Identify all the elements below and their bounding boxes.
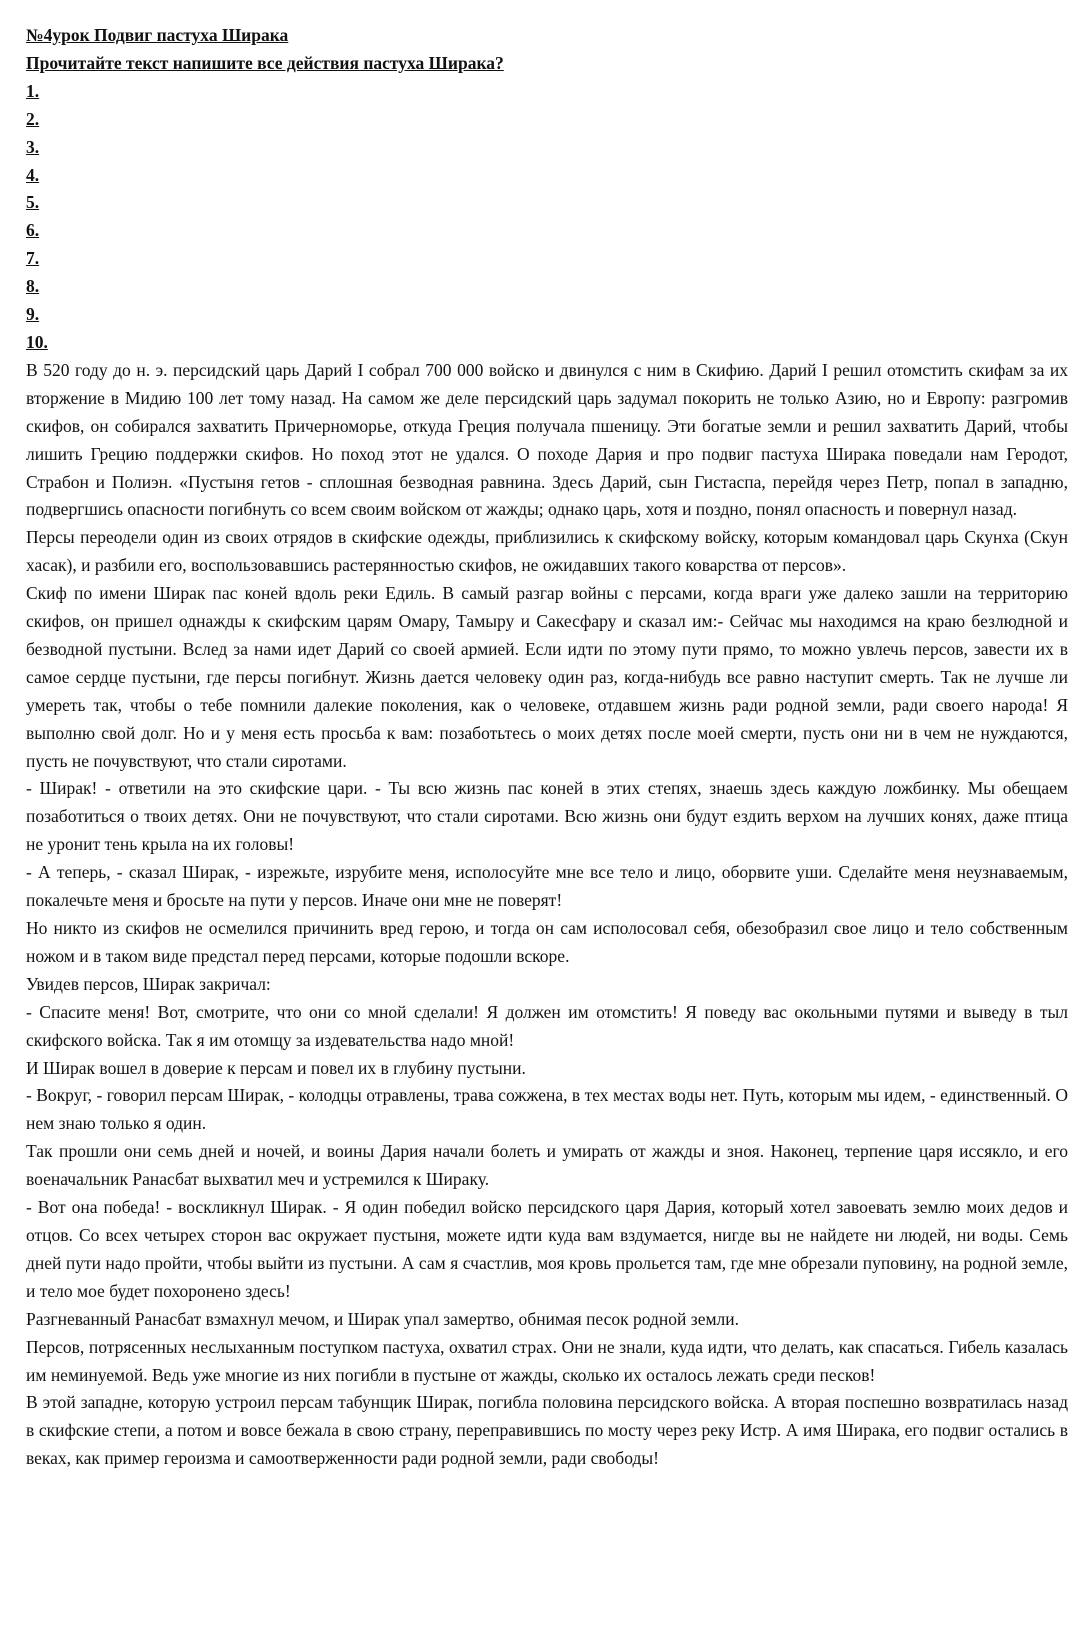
paragraph: В этой западне, которую устроил персам табунщик Ширак, погибла половина персидского войска. А вторая поспешно возвратилась назад в скифские степи, а потом и вовсе бежала в свою страну, переправившись по мосту через реку Истр. А имя Ширака, его подвиг остались в веках, как пример героизма и самоотверженности ради родной земли, ради свободы!: [26, 1392, 1068, 1469]
paragraph: - Вот она победа! - воскликнул Ширак. - Я один победил войско персидского царя Дария, который хотел завоевать землю моих дедов и отцов. Со всех четырех сторон вас окружает пустыня, можете идти куда вам вздумается, нигде вы не найдете ни людей, ни воды. Семь дней пути надо пройти, чтобы выйти из пустыни. А сам я счастлив, моя кровь прольется там, где мне обрезали пуповину, на родной земле, и тело мое будет похоронено здесь!: [26, 1197, 1068, 1301]
answer-number: 4.: [26, 164, 40, 185]
answer-number-list: [26, 78, 1068, 357]
answer-number: 9.: [26, 304, 40, 325]
document-title: №4урок Подвиг пастуха Ширака: [26, 25, 289, 45]
paragraph: - А теперь, - сказал Ширак, - изрежьте, изрубите меня, исполосуйте мне все тело и лицо, оборвите уши. Сделайте меня неузнаваемым, покалечьте меня и бросьте на пути у персов. Иначе они мне не поверят!: [26, 862, 1068, 911]
answer-number: 10.: [26, 331, 48, 352]
paragraph: Увидев персов, Ширак закричал:: [26, 973, 271, 994]
paragraph: Но никто из скифов не осмелился причинить вред герою, и тогда он сам исполосовал себя, обезобразил свое лицо и тело собственным ножом и в таком виде предстал перед персами, которые подошли вскоре.: [26, 918, 1068, 966]
answer-number: 5.: [26, 192, 40, 213]
paragraph: Персы переодели один из своих отрядов в скифские одежды, приблизились к скифскому войску, которым командовал царь Скунха (Скун хасак), и разбили его, воспользовавшись растерянностью скифов, не ожидавших такого коварства от персов».: [26, 527, 1068, 576]
answer-number: 8.: [26, 276, 40, 297]
answer-number: 3.: [26, 136, 40, 157]
paragraph: Разгневанный Ранасбат взмахнул мечом, и Ширак упал замертво, обнимая песок родной земли.: [26, 1308, 740, 1329]
answer-number: 7.: [26, 248, 40, 269]
paragraph: - Вокруг, - говорил персам Ширак, - колодцы отравлены, трава сожжена, в тех местах воды нет. Путь, которым мы идем, - единственный. О нем знаю только я один.: [26, 1085, 1068, 1134]
paragraph: - Спасите меня! Вот, смотрите, что они со мной сделали! Я должен им отомстить! Я поведу вас окольными путями и выведу в тыл скифского войска. Так я им отомщу за издевательства надо мной!: [26, 1001, 1068, 1050]
paragraph: Персов, потрясенных неслыханным поступком пастуха, охватил страх. Они не знали, куда идти, что делать, как спасаться. Гибель казалась им неминуемой. Ведь уже многие из них погибли в пустыне от жажды, сколько их осталось лежать среди песков!: [26, 1336, 1068, 1385]
document-page: [26, 22, 1068, 1473]
story-text: [26, 357, 1068, 1473]
task-instruction: Прочитайте текст напишите все действия пастуха Ширака?: [26, 52, 504, 73]
paragraph: Скиф по имени Ширак пас коней вдоль реки Едиль. В самый разгар войны с персами, когда враги уже далеко зашли на территорию скифов, он пришел однажды к скифским царям Омару, Тамыру и Сакесфару и сказал им:- Сейчас мы находимся на краю безлюдной и безводной пустыни. Вслед за нами идет Дарий со своей армией. Если идти по этому пути прямо, то можно увлечь персов, завести их в самое сердце пустыни, где персы погибнут. Жизнь дается человеку один раз, когда-нибудь все равно наступит смерть. Так не лучше ли умереть так, чтобы о тебе помнили далекие поколения, как о человеке, отдавшем жизнь ради родной земли, ради своего народа! Я выполню свой долг. Но и у меня есть просьба к вам: позаботьтесь о моих детях после моей смерти, пусть они ни в чем не нуждаются, пусть не почувствуют, что стали сиротами.: [26, 583, 1068, 771]
paragraph: В 520 году до н. э. персидский царь Дарий I собрал 700 000 войско и двинулся с ним в Скифию. Дарий I решил отомстить скифам за их вторжение в Мидию 100 лет тому назад. На самом же деле персидский царь задумал покорить не только Азию, но и Европу: разгромив скифов, он собирался захватить Причерноморье, откуда Греция получала пшеницу. Эти богатые земли и решил захватить Дарий, чтобы лишить Грецию поддержки скифов. Но поход этот не удался. О походе Дария и про подвиг пастуха Ширака поведали нам Геродот, Страбон и Полиэн. «Пустыня гетов - сплошная безводная равнина. Здесь Дарий, сын Гистаспа, перейдя через Петр, попал в западню, подвергшись опасности погибнуть со всем своим войском от жажды; однако царь, хотя и поздно, понял опасность и повернул назад.: [26, 359, 1068, 520]
answer-number: 1.: [26, 80, 40, 101]
answer-number: 6.: [26, 220, 40, 241]
paragraph: - Ширак! - ответили на это скифские цари. - Ты всю жизнь пас коней в этих степях, знаешь здесь каждую ложбинку. Мы обещаем позаботиться о твоих детях. Они не почувствуют, что стали сиротами. Всю жизнь они будут ездить верхом на лучших конях, даже птица не уронит тень крыла на их головы!: [26, 778, 1068, 855]
paragraph: И Ширак вошел в доверие к персам и повел их в глубину пустыни.: [26, 1057, 526, 1078]
paragraph: Так прошли они семь дней и ночей, и воины Дария начали болеть и умирать от жажды и зноя. Наконец, терпение царя иссякло, и его военачальник Ранасбат выхватил меч и устремился к Шираку.: [26, 1141, 1068, 1190]
answer-number: 2.: [26, 108, 40, 129]
